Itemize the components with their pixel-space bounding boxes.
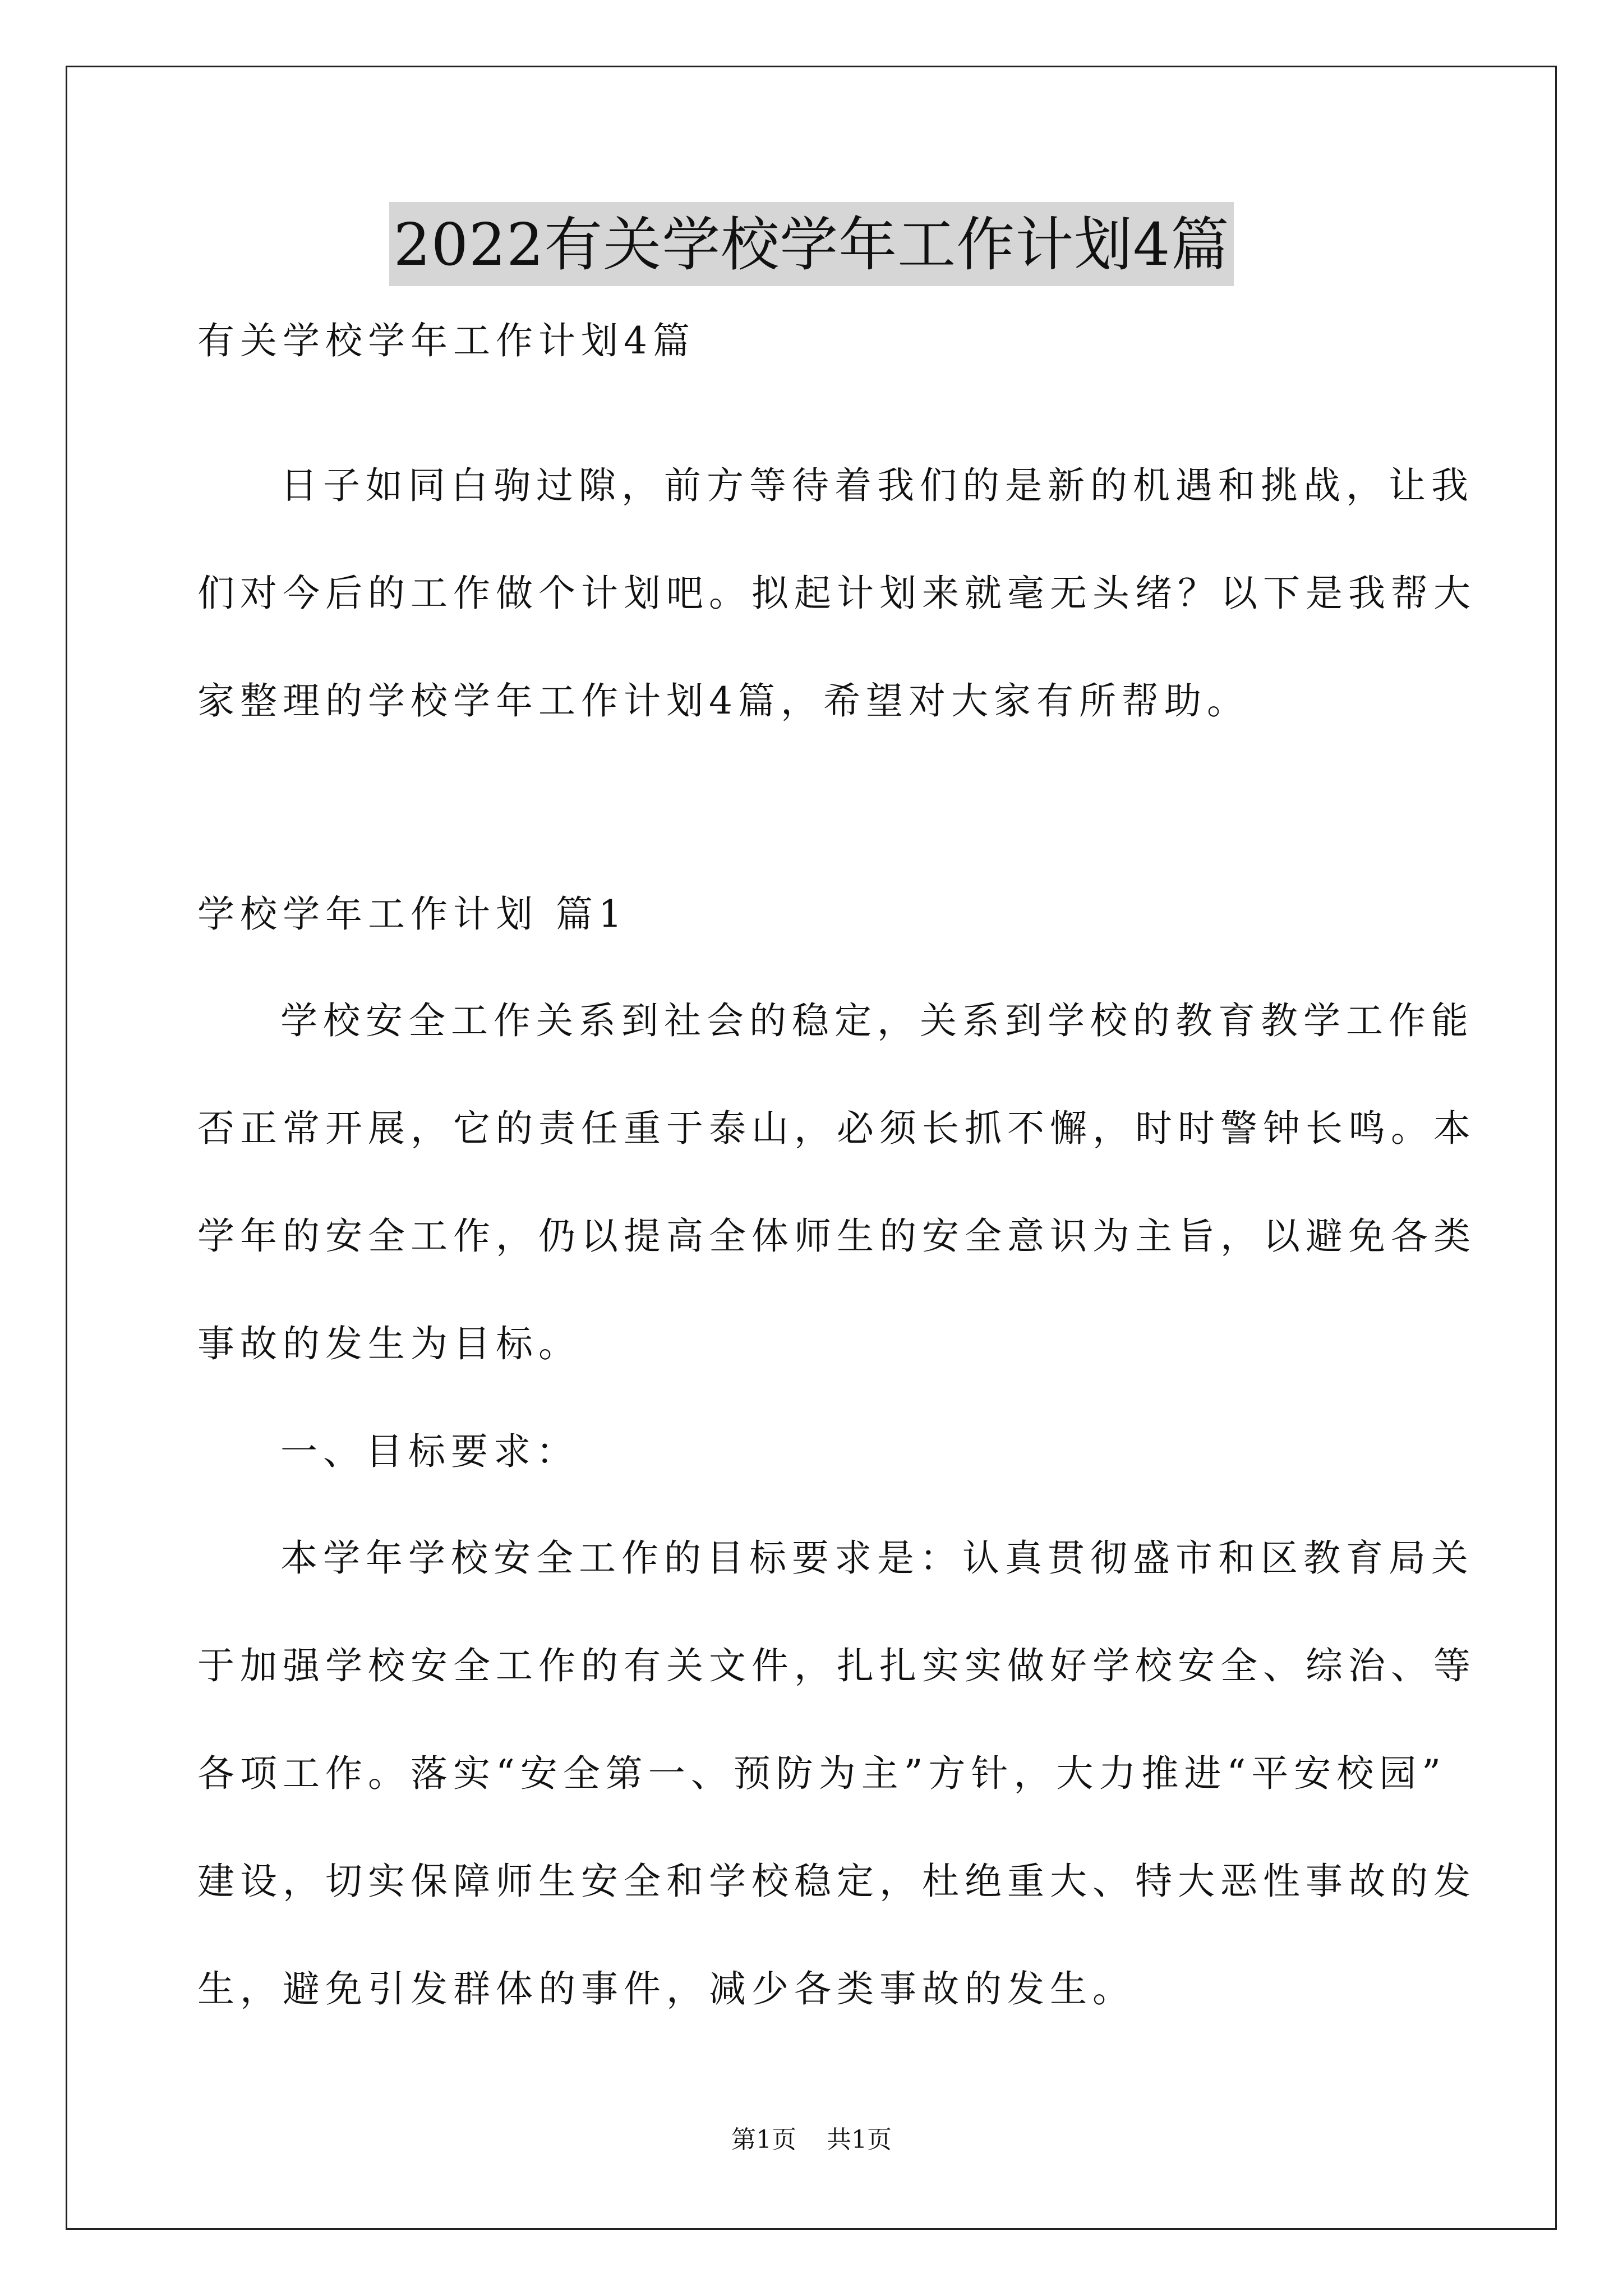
page-number: 第1页 — [731, 2125, 796, 2154]
document-title: 2022有关学校学年工作计划4篇 — [389, 202, 1234, 286]
para2-line-5: 生，避免引发群体的事件，减少各类事故的发生。 — [197, 1967, 1135, 2010]
document-subtitle: 有关学校学年工作计划4篇 — [197, 319, 695, 362]
page-total: 共1页 — [827, 2125, 892, 2154]
para1-line-4: 事故的发生为目标。 — [197, 1322, 581, 1365]
para2-line-1: 本学年学校安全工作的目标要求是：认真贯彻盛市和区教育局关 — [280, 1536, 1474, 1580]
para1-line-1: 学校安全工作关系到社会的稳定，关系到学校的教育教学工作能 — [280, 999, 1474, 1042]
intro-line-2: 们对今后的工作做个计划吧。拟起计划来就毫无头绪？以下是我帮大 — [197, 572, 1476, 615]
intro-line-1: 日子如同白驹过隙，前方等待着我们的是新的机遇和挑战，让我 — [280, 464, 1474, 507]
title-container — [0, 202, 1623, 286]
intro-line-3: 家整理的学校学年工作计划4篇，希望对大家有所帮助。 — [197, 679, 1249, 723]
subheading-goals: 一、目标要求： — [280, 1430, 579, 1473]
para1-line-3: 学年的安全工作，仍以提高全体师生的安全意识为主旨，以避免各类 — [197, 1214, 1476, 1258]
section-heading: 学校学年工作计划 篇1 — [197, 892, 628, 936]
para1-line-2: 否正常开展，它的责任重于泰山，必须长抓不懈，时时警钟长鸣。本 — [197, 1107, 1476, 1150]
para2-line-3: 各项工作。落实“安全第一、预防为主”方针，大力推进“平安校园” — [197, 1752, 1446, 1795]
page-footer — [0, 2123, 1623, 2157]
para2-line-4: 建设，切实保障师生安全和学校稳定，杜绝重大、特大恶性事故的发 — [197, 1860, 1476, 1903]
para2-line-2: 于加强学校安全工作的有关文件，扎扎实实做好学校安全、综治、等 — [197, 1644, 1476, 1687]
